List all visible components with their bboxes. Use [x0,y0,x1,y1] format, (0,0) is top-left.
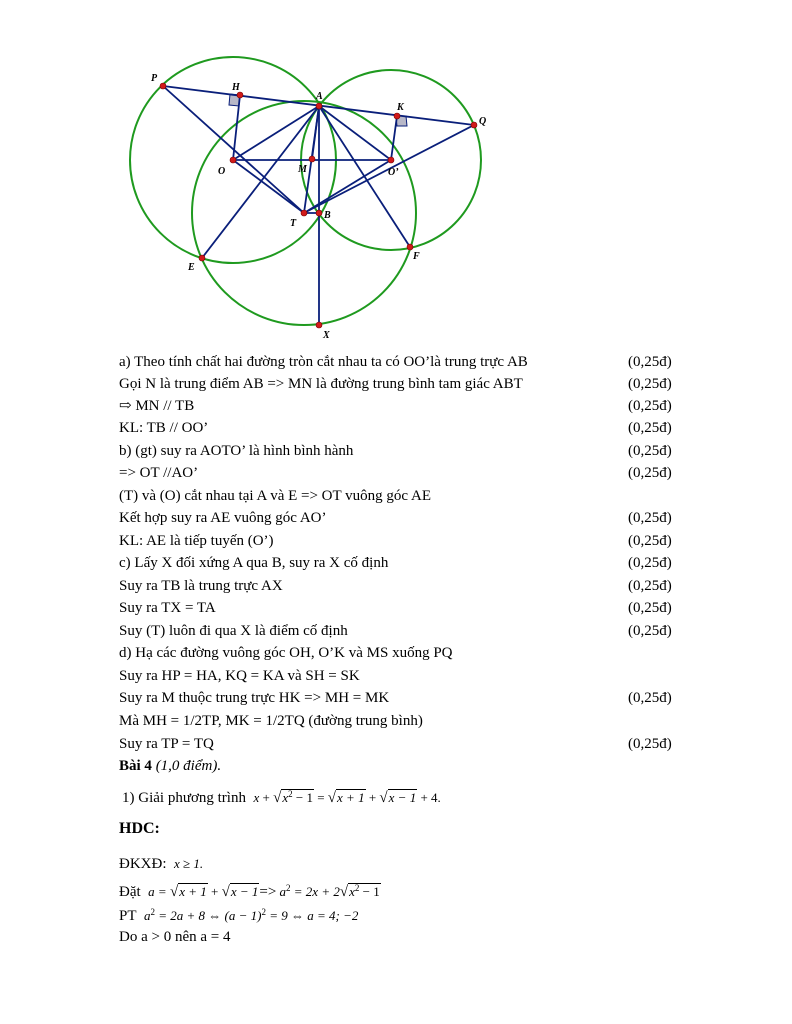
dat-label: Đặt [119,884,141,900]
solution-line [119,373,679,395]
solution-text: Mà MH = 1/2TP, MK = 1/2TQ (đường trung bình) [119,713,423,729]
label-M: M [298,164,307,175]
solution-text: Gọi N là trung điểm AB => MN là đường trung bình tam giác ABT [119,376,523,392]
score: (0,25đ) [628,555,672,571]
score: (0,25đ) [628,578,672,594]
conclusion-text: Do a > 0 nên a = 4 [119,929,231,945]
solution-line [119,462,679,484]
solution-text: Suy ra TB là trung trực AX [119,578,283,594]
solution-line [119,597,679,619]
solution-text: Suy ra TP = TQ [119,736,214,752]
solution-text: c) Lấy X đối xứng A qua B, suy ra X cố định [119,555,389,571]
hdc-heading [119,818,679,840]
solution-text: Suy ra TX = TA [119,600,216,616]
point-M [309,156,315,162]
conclusion-line [119,926,679,948]
solution-text: Suy ra HP = HA, KQ = KA và SH = SK [119,668,360,684]
solution-line [119,620,679,642]
solution-line [119,351,679,373]
score: (0,25đ) [628,533,672,549]
point-Q [471,122,477,128]
solution-line [119,575,679,597]
problem-1-prefix: 1) Giải phương trình [122,790,246,806]
point-T [301,210,307,216]
solution-text: => OT //AO’ [119,465,199,481]
solution-text: KL: TB // OO’ [119,420,209,436]
solution-text: b) (gt) suy ra AOTO’ là hình bình hành [119,443,354,459]
label-P: P [151,73,158,84]
geometry-figure [0,0,792,350]
segments [163,86,474,325]
solution-text: a) Theo tính chất hai đường tròn cắt nhau ta có OO’là trung trực AB [119,354,528,370]
substitution-expr: $a = √x + 1 + √x - 1=> a^2 = 2x + 2√x^2 - 1$ [148,883,380,900]
score: (0,25đ) [628,736,672,752]
label-O-prime: O’ [388,167,399,178]
label-F: F [413,251,420,262]
solution-line [119,687,679,709]
score: (0,25đ) [628,600,672,616]
solution-line [119,642,679,664]
solution-line [119,485,679,507]
bai4-heading [119,755,679,777]
solution-line [119,417,679,439]
solution-line [119,530,679,552]
dkxd-cond: x ≥ 1. [174,856,204,871]
point-F [407,244,413,250]
label-X: X [323,330,330,341]
problem-1 [122,783,682,805]
score: (0,25đ) [628,465,672,481]
point-X [316,322,322,328]
solution-text: ⇨ MN // TB [119,398,195,414]
label-O: O [218,166,226,177]
label-A: A [316,91,323,102]
solution-text: KL: AE là tiếp tuyến (O’) [119,533,274,549]
bai4-score: (1,0 điểm). [155,758,222,774]
score: (0,25đ) [628,690,672,706]
solution-text: Suy (T) luôn đi qua X là điểm cố định [119,623,348,639]
solution-line [119,395,679,417]
score: (0,25đ) [628,354,672,370]
pt-label: PT [119,908,137,924]
solution-line [119,733,679,755]
solution-line [119,507,679,529]
score: (0,25đ) [628,623,672,639]
hdc-label: HDC: [119,820,160,837]
pt-expr: $a^2 = 2a + 8$ ⇔ $(a - 1)^2 = 9$ ⇔ a = 4; −2 [144,907,359,923]
solution-line [119,440,679,462]
score: (0,25đ) [628,420,672,436]
point-O-prime [388,157,394,163]
point-O [230,157,236,163]
score: (0,25đ) [628,376,672,392]
point-P [160,83,166,89]
point-B [316,210,322,216]
solution-line [119,665,679,687]
label-B: B [324,210,331,221]
equation: $x + √x^2 - 1 = √x + 1 + √x - 1 + 4$. [253,789,441,806]
solution-line [119,710,679,732]
point-A [316,103,322,109]
solution-text: d) Hạ các đường vuông góc OH, O’K và MS xuống PQ [119,645,453,661]
label-T: T [290,218,297,229]
pt-line [119,901,679,923]
point-E [199,255,205,261]
dkxd-line [119,853,679,875]
label-K: K [397,102,404,113]
solution-line [119,552,679,574]
point-K [394,113,400,119]
label-Q: Q [479,116,487,127]
solution-text: Kết hợp suy ra AE vuông góc AO’ [119,510,327,526]
score: (0,25đ) [628,510,672,526]
label-H: H [232,82,240,93]
solution-text: (T) và (O) cắt nhau tại A và E => OT vuông góc AE [119,488,431,504]
dkxd-label: ĐKXĐ: [119,856,167,872]
substitution-line [119,877,679,899]
score: (0,25đ) [628,398,672,414]
solution-text: Suy ra M thuộc trung trực HK => MH = MK [119,690,390,706]
label-E: E [188,262,195,273]
circles [130,57,481,325]
score: (0,25đ) [628,443,672,459]
bai4-label: Bài 4 [119,758,152,774]
